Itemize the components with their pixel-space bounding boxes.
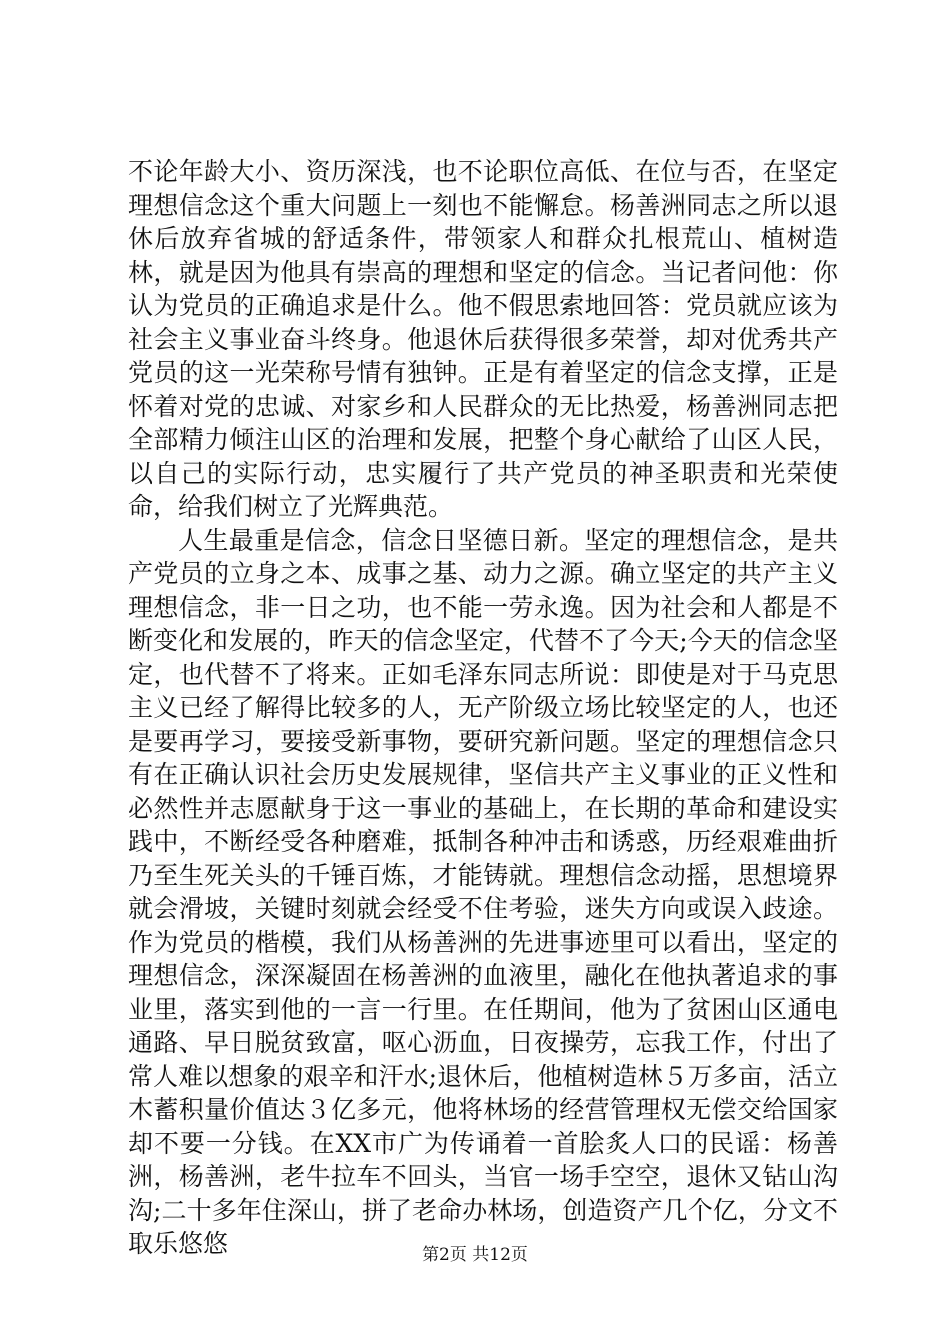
document-body — [128, 155, 838, 1261]
paragraph-2: 人生最重是信念，信念日坚德日新。坚定的理想信念，是共产党员的立身之本、成事之基、动力之源。确立坚定的共产主义理想信念，非一日之功，也不能一劳永逸。因为社会和人都是不断变化和发展的，昨天的信念坚定，代替不了今天;今天的信念坚定，也代替不了将来。正如毛泽东同志所说：即使是对于马克思主义已经了解得比较多的人，无产阶级立场比较坚定的人，也还是要再学习，要接受新事物，要研究新问题。坚定的理想信念只有在正确认识社会历史发展规律，坚信共产主义事业的正义性和必然性并志愿献身于这一事业的基础上，在长期的革命和建设实践中，不断经受各种磨难，抵制各种冲击和诱惑，历经艰难曲折乃至生死关头的千锤百炼，才能铸就。理想信念动摇，思想境界就会滑坡，关键时刻就会经受不住考验，迷失方向或误入歧途。作为党员的楷模，我们从杨善洲的先进事迹里可以看出，坚定的理想信念，深深凝固在杨善洲的血液里，融化在他执著追求的事业里，落实到他的一言一行里。在任期间，他为了贫困山区通电通路、早日脱贫致富，呕心沥血，日夜操劳，忘我工作，付出了常人难以想象的艰辛和汗水;退休后，他植树造林５万多亩，活立木蓄积量价值达３亿多元，他将林场的经营管理权无偿交给国家却不要一分钱。在XX市广为传诵着一首脍炙人口的民谣：杨善洲，杨善洲，老牛拉车不回头，当官一场手空空，退休又钻山沟沟;二十多年住深山，拼了老命办林场，创造资产几个亿，分文不取乐悠悠 — [128, 525, 838, 1258]
page-footer: 第2页 共12页 — [422, 1245, 528, 1265]
paragraph-1: 不论年龄大小、资历深浅，也不论职位高低、在位与否，在坚定理想信念这个重大问题上一刻也不能懈怠。杨善洲同志之所以退休后放弃省城的舒适条件，带领家人和群众扎根荒山、植树造林，就是因为他具有崇高的理想和坚定的信念。当记者问他：你认为党员的正确追求是什么。他不假思索地回答：党员就应该为社会主义事业奋斗终身。他退休后获得很多荣誉，却对优秀共产党员的这一光荣称号情有独钟。正是有着坚定的信念支撑，正是怀着对党的忠诚、对家乡和人民群众的无比热爱，杨善洲同志把全部精力倾注山区的治理和发展，把整个身心献给了山区人民，以自己的实际行动，忠实履行了共产党员的神圣职责和光荣使命，给我们树立了光辉典范。 — [128, 157, 838, 521]
